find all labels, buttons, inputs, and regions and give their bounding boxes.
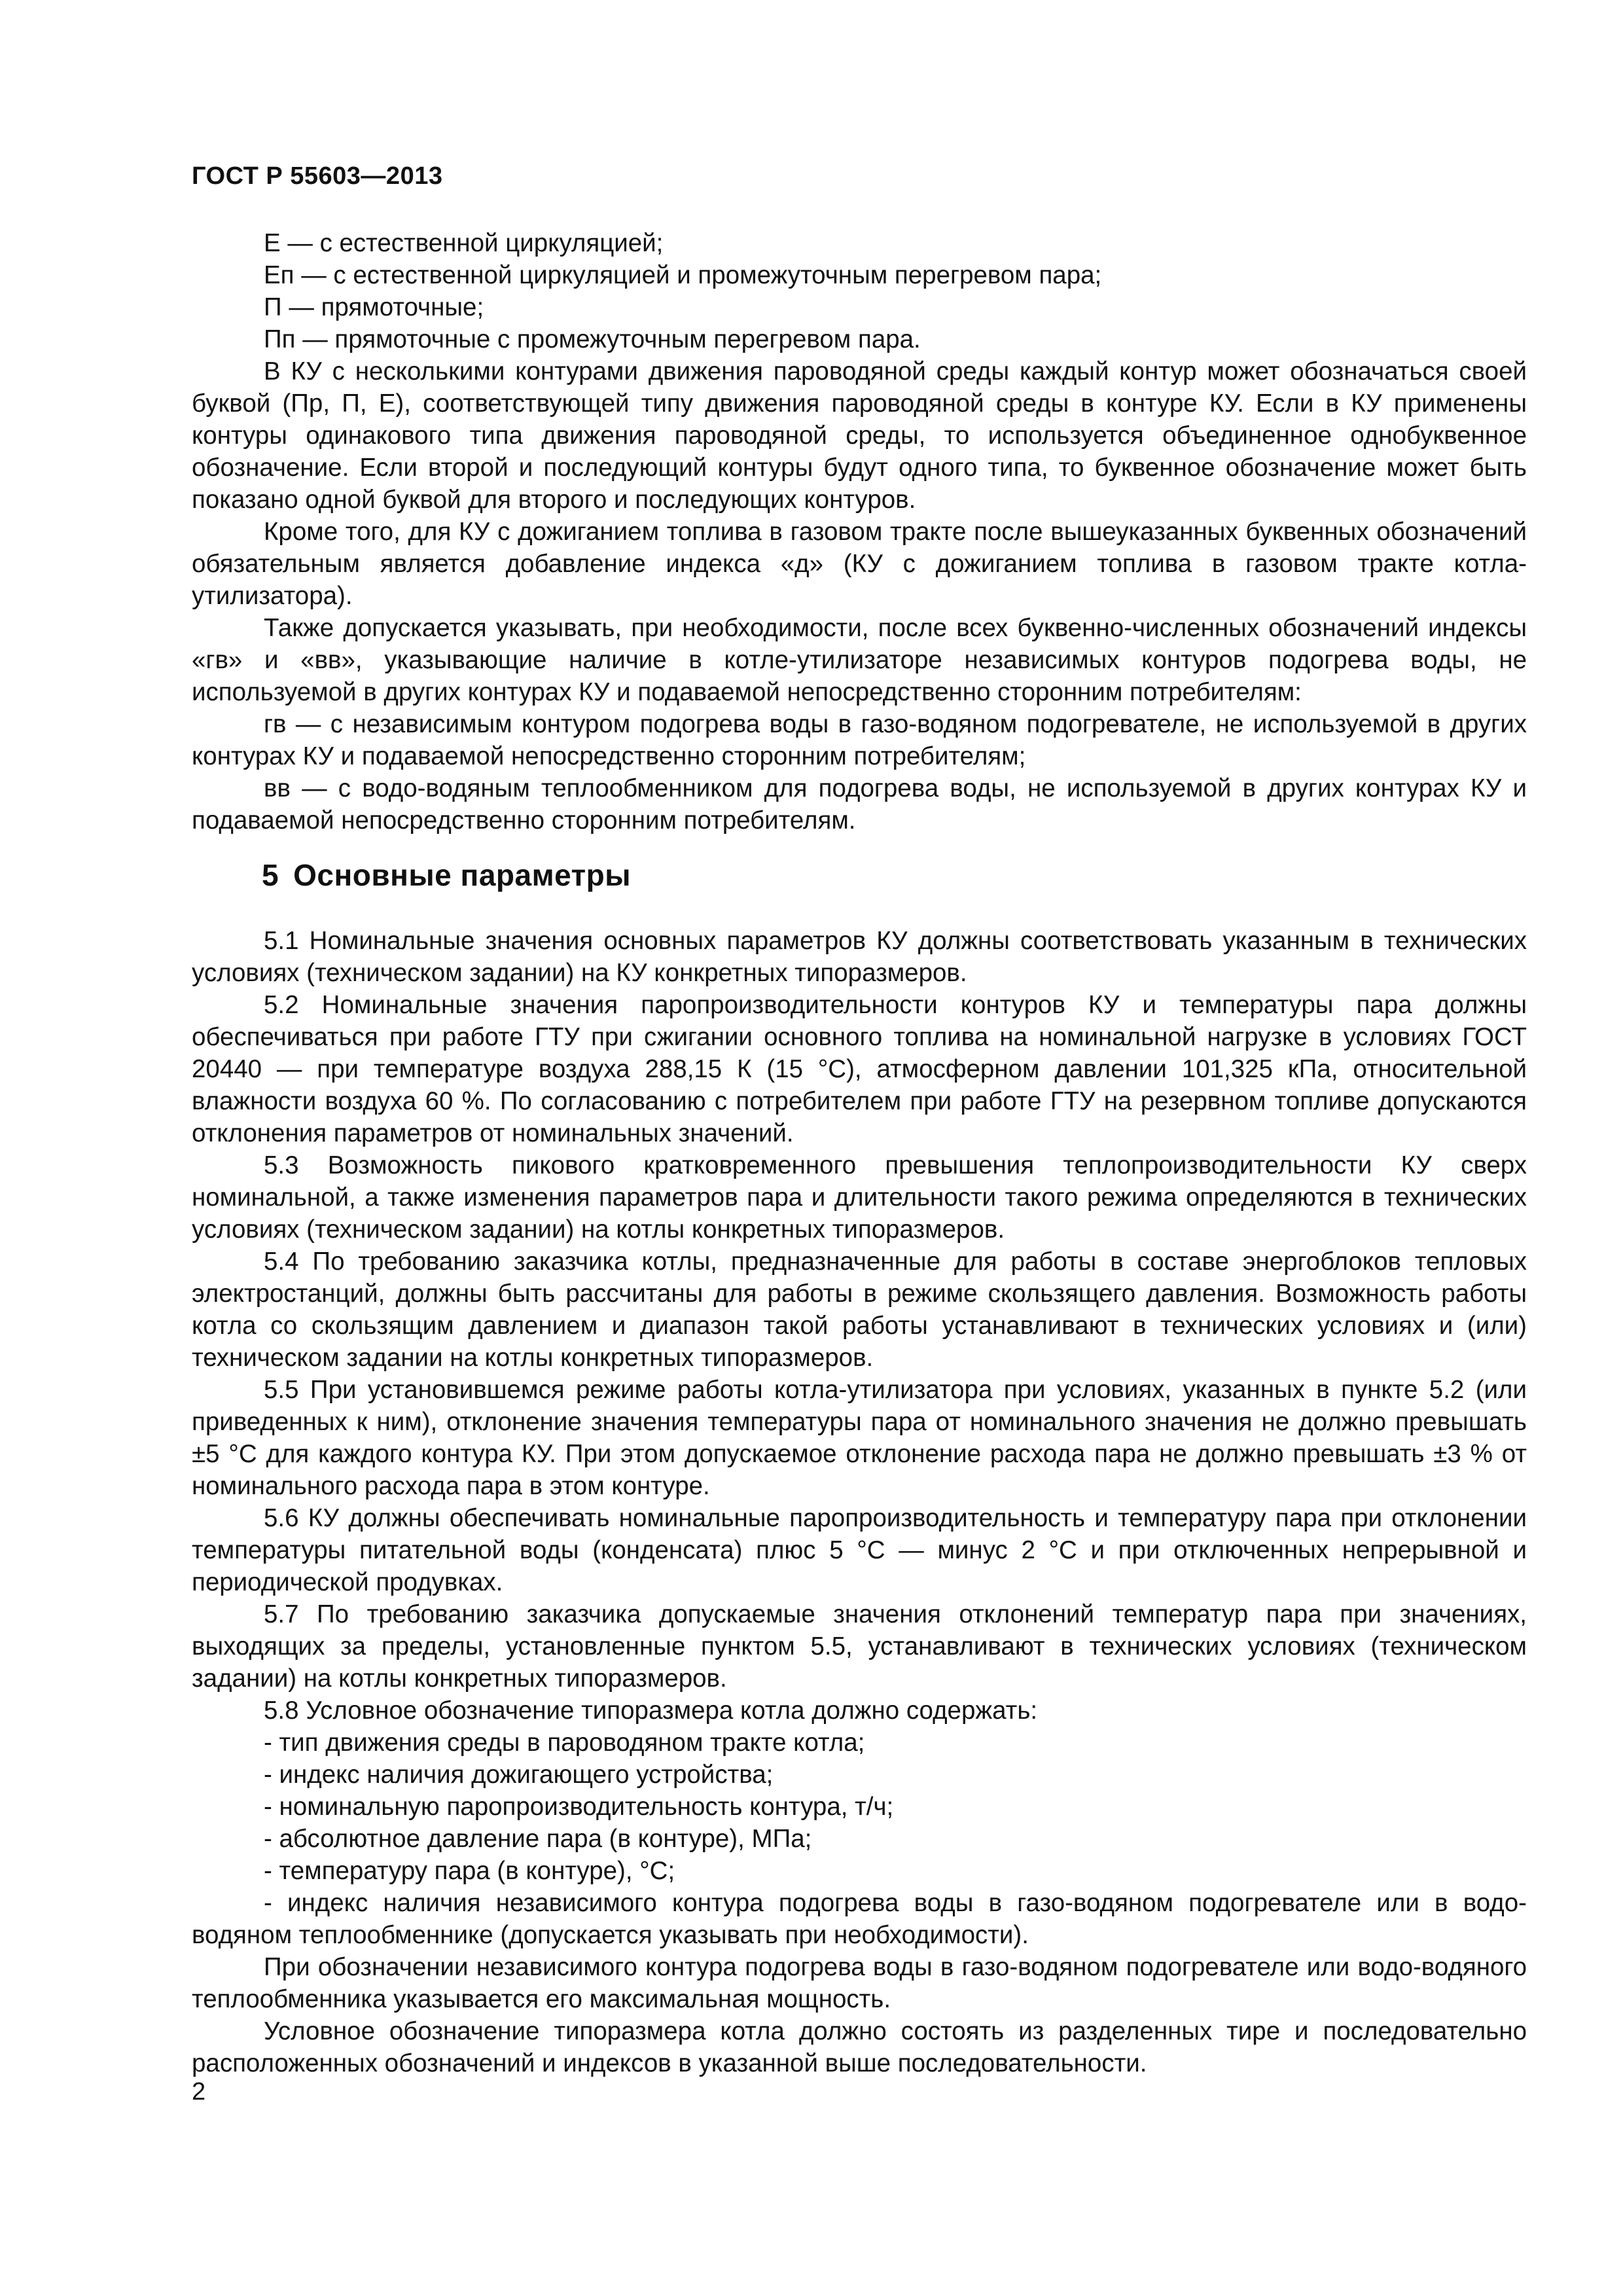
paragraph: Кроме того, для КУ с дожиганием топлива в газовом тракте после вышеуказанных буквенных обозначений обязательным является добавление индекса «д» (КУ с дожиганием топлива в газовом тракте котла-утилизатора). (192, 518, 1527, 610)
paragraph: 5.5 При установившемся режиме работы котла-утилизатора при условиях, указанных в пункте 5.2 (или приведенных к ним), отклонение значения температуры пара от номинального значения не должно превышать ±5 °С для каждого контура КУ. При этом допускаемое отклонение расхода пара не должно превышать ±3 % от номинального расхода пара в этом контуре. (192, 1376, 1527, 1500)
page-number: 2 (192, 2078, 206, 2106)
paragraph: Пп — прямоточные с промежуточным перегревом пара. (264, 325, 921, 353)
section-number: 5 (262, 858, 279, 892)
paragraph: 5.4 По требованию заказчика котлы, предназначенные для работы в составе энергоблоков тепловых электростанций, должны быть рассчитаны для работы в режиме скользящего давления. Возможность работы котла со скользящим давлением и диапазон такой работы устанавливают в технических условиях и (или) техническом задании на котлы конкретных типоразмеров. (192, 1247, 1527, 1372)
list-item: - номинальную паропроизводительность контура, т/ч; (264, 1793, 894, 1821)
intro-text-block (192, 227, 1527, 836)
paragraph: вв — с водо-водяным теплообменником для подогрева воды, не используемой в других контурах КУ и подаваемой непосредственно сторонним потребителям. (192, 774, 1527, 834)
paragraph: Еп — с естественной циркуляцией и промежуточным перегревом пара; (264, 261, 1102, 289)
list-item: - температуру пара (в контуре), °С; (264, 1857, 675, 1885)
list-item: - индекс наличия дожигающего устройства; (264, 1761, 774, 1789)
section-heading (262, 857, 631, 893)
paragraph: Условное обозначение типоразмера котла должно состоять из разделенных тире и последовательно расположенных обозначений и индексов в указанной выше последовательности. (192, 2017, 1527, 2077)
paragraph: Также допускается указывать, при необходимости, после всех буквенно-численных обозначений индексы «гв» и «вв», указывающие наличие в котле-утилизаторе независимых контуров подогрева воды, не используемой в других контурах КУ и подаваемой непосредственно сторонним потребителям: (192, 614, 1527, 706)
paragraph: 5.7 По требованию заказчика допускаемые значения отклонений температур пара при значениях, выходящих за пределы, установленные пунктом 5.5, устанавливают в технических условиях (техническом задании) на котлы конкретных типоразмеров. (192, 1600, 1527, 1693)
paragraph: 5.2 Номинальные значения паропроизводительности контуров КУ и температуры пара должны обеспечиваться при работе ГТУ при сжигании основного топлива на номинальной нагрузке в условиях ГОСТ 20440 — при температуре воздуха 288,15 К (15 °С), атмосферном давлении 101,325 кПа, относительной влажности воздуха 60 %. По согласованию с потребителем при работе ГТУ на резервном топливе допускаются отклонения параметров от номинальных значений. (192, 991, 1527, 1147)
paragraph: гв — с независимым контуром подогрева воды в газо-водяном подогревателе, не используемой в других контурах КУ и подаваемой непосредственно сторонним потребителям; (192, 710, 1527, 770)
paragraph: П — прямоточные; (264, 293, 484, 321)
section-title: Основные параметры (293, 858, 632, 892)
section-5-text-block (192, 925, 1527, 2079)
list-item: - тип движения среды в пароводяном тракте котла; (264, 1729, 865, 1757)
list-item: - абсолютное давление пара (в контуре), МПа; (264, 1825, 812, 1853)
paragraph: 5.6 КУ должны обеспечивать номинальные паропроизводительность и температуру пара при отклонении температуры питательной воды (конденсата) плюс 5 °С — минус 2 °С и при отключенных непрерывной и периодической продувках. (192, 1504, 1527, 1596)
paragraph: 5.3 Возможность пикового кратковременного превышения теплопроизводительности КУ сверх номинальной, а также изменения параметров пара и длительности такого режима определяются в технических условиях (техническом задании) на котлы конкретных типоразмеров. (192, 1151, 1527, 1244)
paragraph: При обозначении независимого контура подогрева воды в газо-водяном подогревателе или водо-водяного теплообменника указывается его максимальная мощность. (192, 1953, 1527, 2013)
paragraph: Е — с естественной циркуляцией; (264, 229, 664, 257)
paragraph: В КУ с несколькими контурами движения пароводяной среды каждый контур может обозначаться своей буквой (Пр, П, Е), соответствующей типу движения пароводяной среды в контуре КУ. Если в КУ применены контуры одинакового типа движения пароводяной среды, то используется объединенное однобуквенное обозначение. Если второй и последующий контуры будут одного типа, то буквенное обозначение может быть показано одной буквой для второго и последующих контуров. (192, 357, 1527, 514)
paragraph: 5.8 Условное обозначение типоразмера котла должно содержать: (264, 1696, 1038, 1725)
document-code-header: ГОСТ Р 55603—2013 (192, 162, 443, 190)
list-item: - индекс наличия независимого контура подогрева воды в газо-водяном подогревателе или в водо-водяном теплообменнике (допускается указывать при необходимости). (192, 1889, 1527, 1949)
paragraph: 5.1 Номинальные значения основных параметров КУ должны соответствовать указанным в технических условиях (техническом задании) на КУ конкретных типоразмеров. (192, 927, 1527, 987)
